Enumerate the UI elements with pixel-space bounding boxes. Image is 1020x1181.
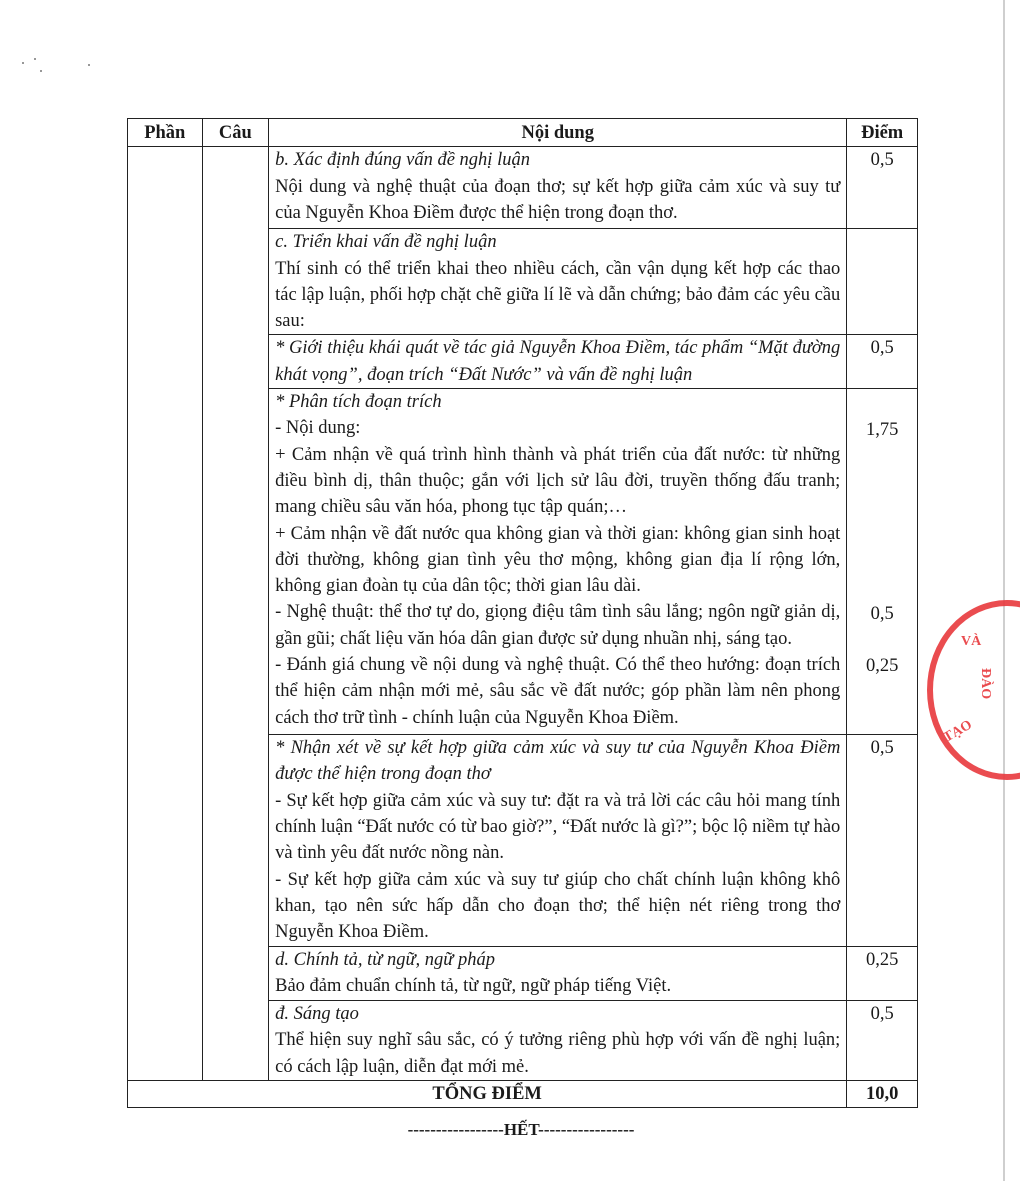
seal-text: VÀ	[961, 634, 982, 649]
total-score: 10,0	[847, 1081, 918, 1108]
content-line: + Cảm nhận về quá trình hình thành và phát triển của đất nước: từ những điều bình dị, thân thuộc; gắn với lịch sử lâu đời, truyền thống đấu tranh; mang chiều sâu văn hóa, phong tục tập quán;…	[275, 444, 841, 518]
criterion-heading: d. Chính tả, từ ngữ, ngữ pháp	[275, 950, 496, 971]
score-value: 0,5	[870, 604, 894, 625]
content-cell	[269, 947, 847, 1001]
official-seal	[927, 600, 1020, 780]
scan-speck	[40, 70, 42, 72]
criterion-body: Nội dung và nghệ thuật của đoạn thơ; sự kết hợp giữa cảm xúc và suy tư của Nguyễn Khoa Điềm được thể hiện trong đoạn thơ.	[275, 176, 841, 223]
scan-speck	[22, 62, 24, 64]
criterion-body: Thể hiện suy nghĩ sâu sắc, có ý tưởng riêng phù hợp với vấn đề nghị luận; có cách lập luận, diễn đạt mới mẻ.	[275, 1030, 841, 1077]
content-cell	[269, 229, 847, 335]
criterion-heading: * Giới thiệu khái quát về tác giả Nguyễn Khoa Điềm, tác phẩm “Mặt đường khát vọng”, đoạn trích “Đất Nước” và vấn đề nghị luận	[275, 338, 841, 385]
content-line: - Đánh giá chung về nội dung và nghệ thuật. Có thể theo hướng: đoạn trích thể hiện cảm nhận mới mẻ, sâu sắc về đất nước; góp phần làm nên phong cách thơ trữ tình - chính luận của Nguyễn Khoa Điềm.	[275, 655, 841, 728]
content-line: - Sự kết hợp giữa cảm xúc và suy tư giúp cho chất chính luận không khô khan, tạo nên sức hấp dẫn cho đoạn thơ; thể hiện nét riêng trong thơ Nguyễn Khoa Điềm.	[275, 869, 841, 943]
cau-cell	[202, 147, 269, 1081]
score-cell: 0,5	[847, 147, 918, 229]
content-line: + Cảm nhận về đất nước qua không gian và thời gian: không gian sinh hoạt đời thường, không gian tình yêu thơ mộng, không gian địa lí rộng lớn, không gian đoàn tụ của dân tộc; thời gian lâu dài.	[275, 523, 841, 597]
seal-text: TẠO	[941, 717, 975, 746]
criterion-body: Thí sinh có thể triển khai theo nhiều cách, cần vận dụng kết hợp các thao tác lập luận, phối hợp chặt chẽ giữa lí lẽ và dẫn chứng; bảo đảm các yêu cầu sau:	[275, 258, 841, 332]
total-label: TỔNG ĐIỂM	[128, 1081, 847, 1108]
header-phan: Phần	[128, 119, 203, 147]
score-cell: 0,25	[847, 947, 918, 1001]
total-row	[128, 1081, 918, 1108]
content-cell	[269, 1001, 847, 1081]
criterion-body: Bảo đảm chuẩn chính tả, từ ngữ, ngữ pháp tiếng Việt.	[275, 976, 672, 997]
score-cell: 0,5	[847, 735, 918, 947]
scan-speck	[88, 64, 90, 66]
phan-cell	[128, 147, 203, 1081]
table-row	[128, 147, 918, 229]
score-cell	[847, 229, 918, 335]
header-noi-dung: Nội dung	[269, 119, 847, 147]
criterion-heading: * Phân tích đoạn trích	[275, 392, 442, 413]
score-cell: 0,5	[847, 335, 918, 389]
grading-table	[127, 118, 918, 1108]
seal-text: ĐÀO	[978, 668, 993, 700]
content-line: - Nghệ thuật: thể thơ tự do, giọng điệu tâm tình sâu lắng; ngôn ngữ giản dị, gần gũi; chất liệu văn hóa dân gian được sử dụng nhuần nhị, sáng tạo.	[275, 602, 841, 649]
content-cell	[269, 147, 847, 229]
content-line: - Sự kết hợp giữa cảm xúc và suy tư: đặt ra và trả lời các câu hỏi mang tính chính luận “Đất nước có từ bao giờ?”, “Đất nước là gì?”; bộc lộ niềm tự hào và tình yêu đất nước nồng nàn.	[275, 790, 841, 864]
page-edge	[1003, 0, 1005, 1181]
content-cell	[269, 735, 847, 947]
header-diem: Điểm	[847, 119, 918, 147]
scan-speck	[34, 58, 36, 60]
criterion-heading: đ. Sáng tạo	[275, 1004, 359, 1025]
score-cell: 0,5	[847, 1001, 918, 1081]
end-marker: -----------------HẾT-----------------	[407, 1120, 635, 1139]
score-value: 0,25	[865, 656, 899, 677]
header-row	[128, 119, 918, 147]
content-cell	[269, 335, 847, 389]
header-cau: Câu	[202, 119, 269, 147]
content-cell	[269, 389, 847, 735]
score-cell	[847, 389, 918, 735]
content-line: - Nội dung:	[275, 418, 361, 439]
criterion-heading: c. Triển khai vấn đề nghị luận	[275, 232, 497, 253]
criterion-heading: b. Xác định đúng vấn đề nghị luận	[275, 150, 530, 171]
criterion-heading: * Nhận xét về sự kết hợp giữa cảm xúc và suy tư của Nguyễn Khoa Điềm được thể hiện trong đoạn thơ	[275, 738, 841, 785]
score-value: 1,75	[865, 420, 899, 441]
